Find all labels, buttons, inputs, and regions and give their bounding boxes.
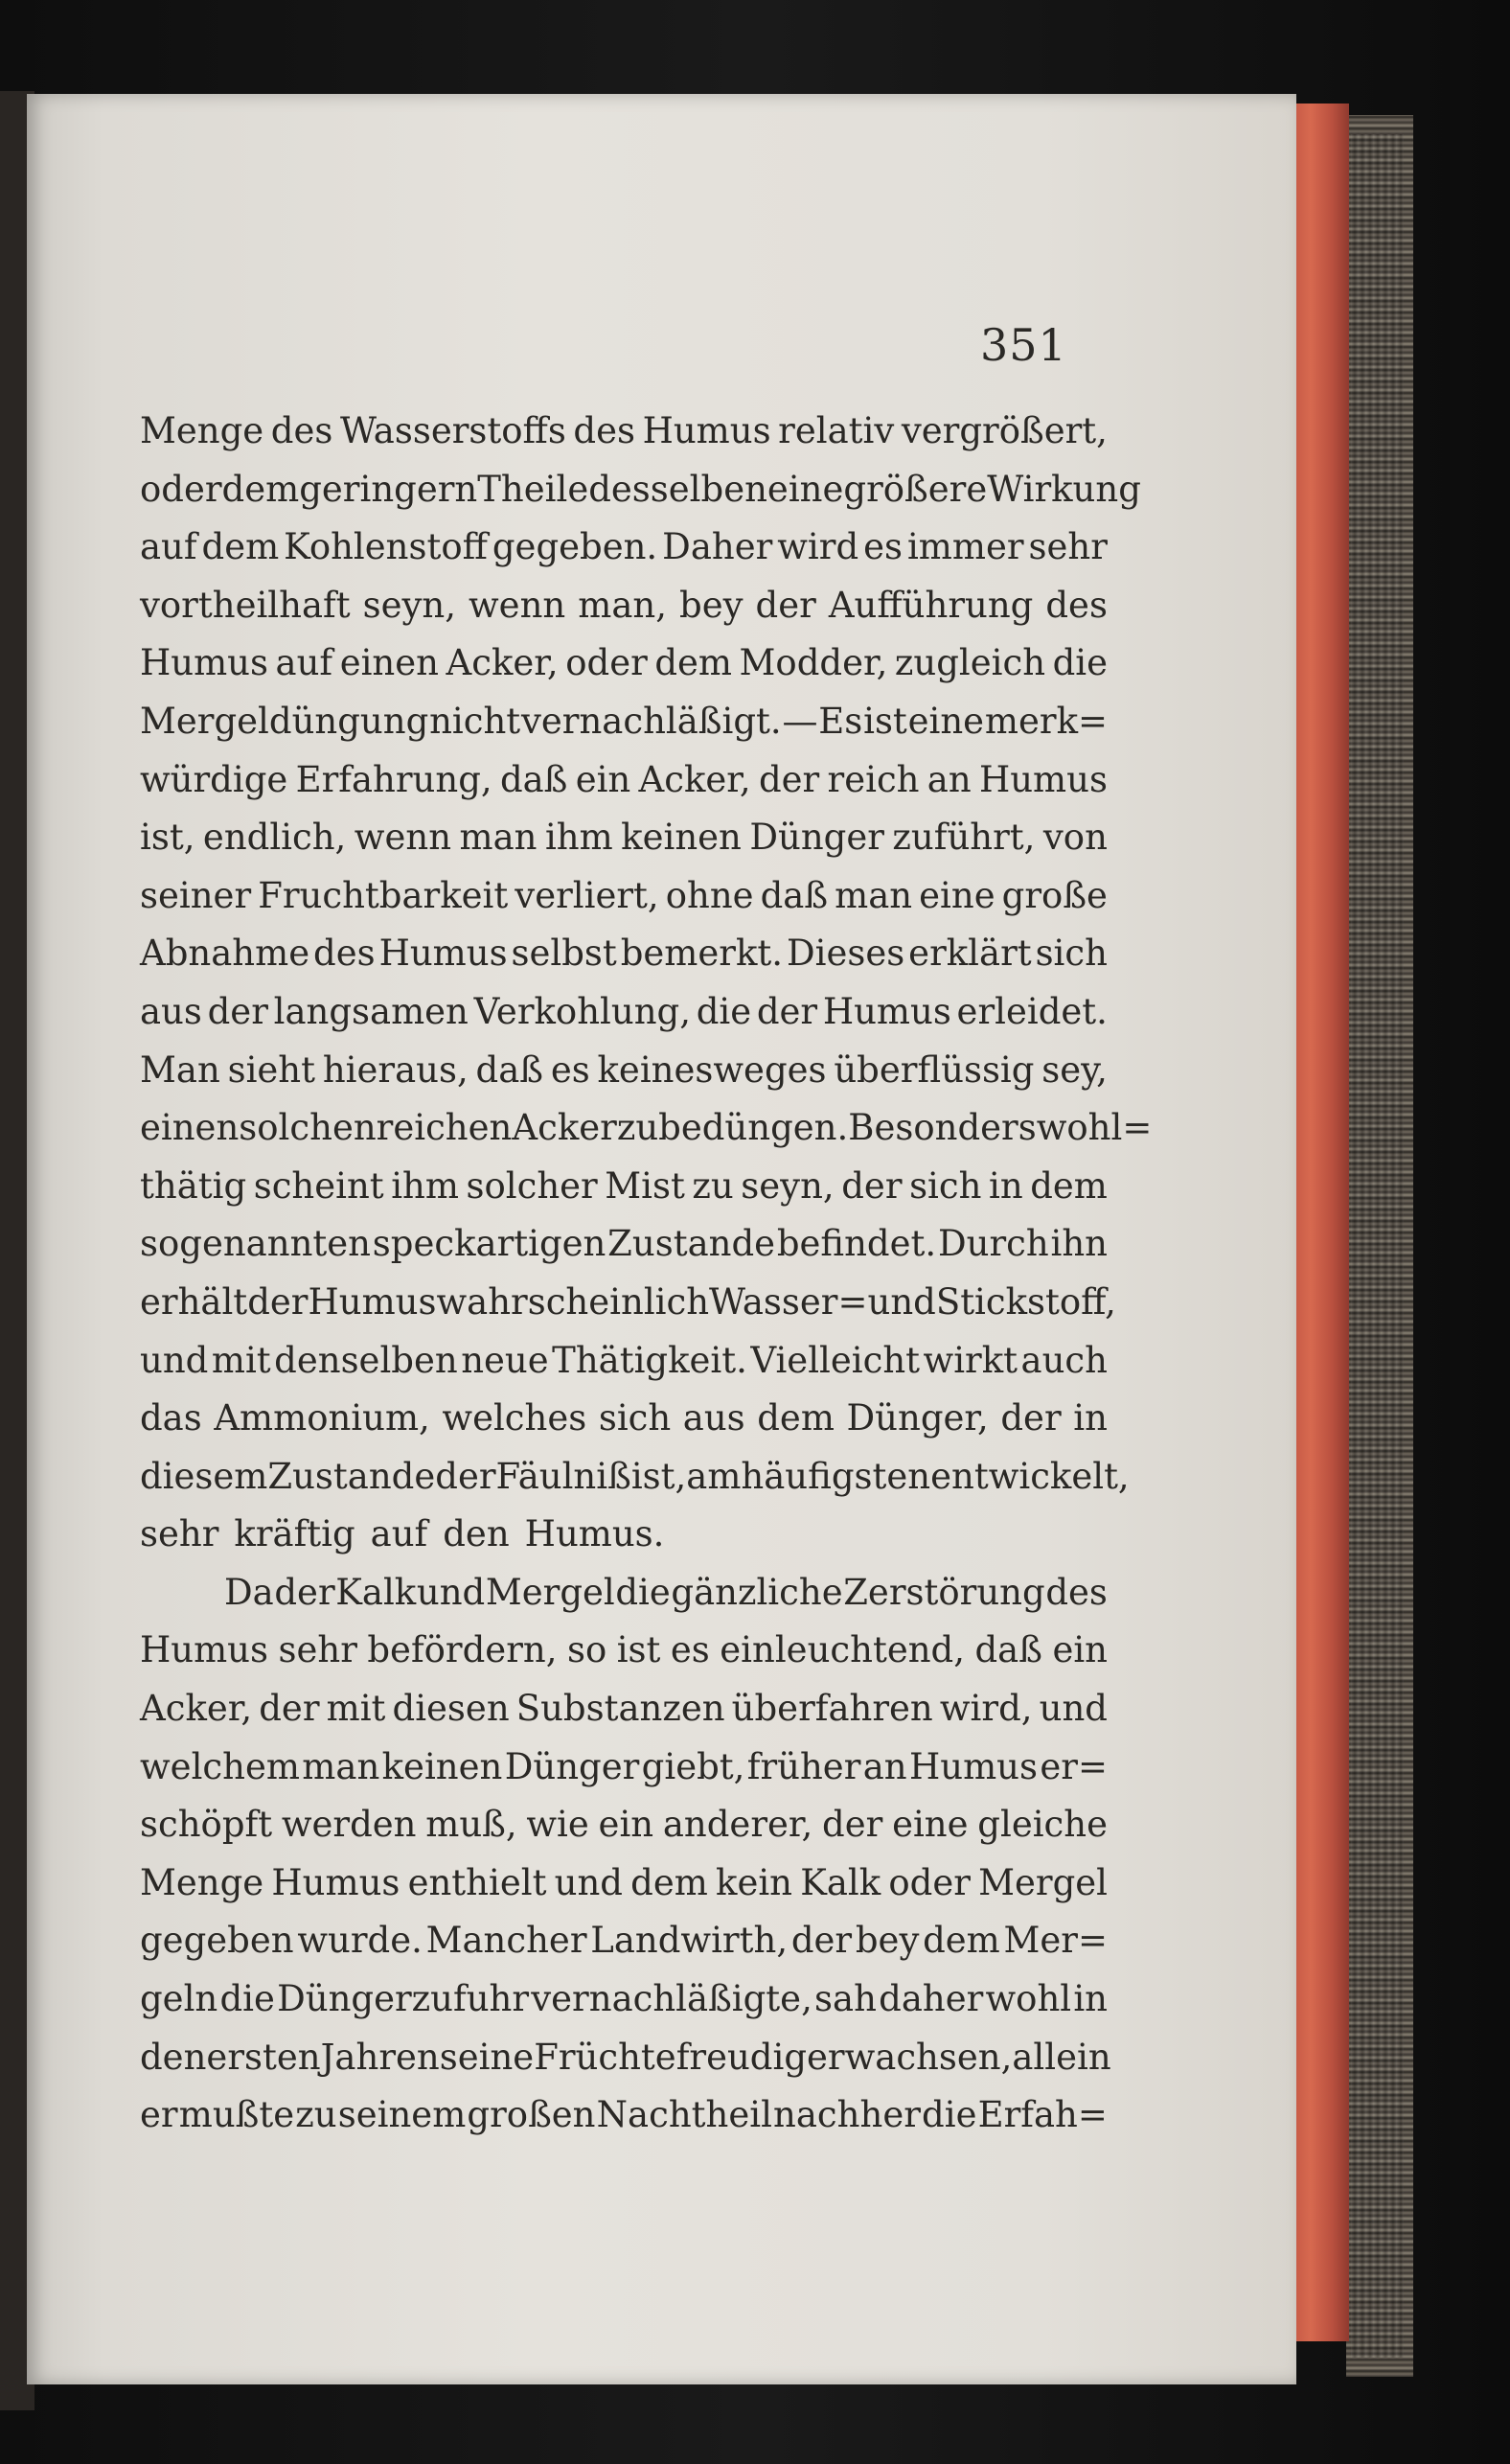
text-line: vortheilhaft seyn, wenn man, bey der Aufführung des (140, 584, 1108, 626)
text-line: Humus sehr befördern, so ist es einleuchtend, daß ein (140, 1629, 1108, 1671)
text-line: er mußte zu seinem großen Nachtheil nachher die Erfah= (140, 2094, 1108, 2136)
text-line: thätig scheint ihm solcher Mist zu seyn, der sich in dem (140, 1164, 1108, 1207)
text-line: gegeben wurde. Mancher Landwirth, der bey dem Mer= (140, 1920, 1108, 1962)
text-line: Da der Kalk und Mergel die gänzliche Zerstörung des (224, 1571, 1108, 1613)
text-line: aus der langsamen Verkohlung, die der Humus erleidet. (140, 990, 1108, 1032)
text-line: sogenannten speckartigen Zustande befindet. Durch ihn (140, 1223, 1108, 1265)
page-number: 351 (980, 319, 1067, 371)
text-line: Humus auf einen Acker, oder dem Modder, zugleich die (140, 642, 1108, 684)
text-line: den ersten Jahren seine Früchte freudiger wachsen, allein (140, 2036, 1111, 2078)
text-line: erhält der Humus wahrscheinlich Wasser= und Stickstoff, (140, 1280, 1116, 1323)
red-page-edge (1293, 104, 1349, 2341)
text-line: würdige Erfahrung, daß ein Acker, der reich an Humus (140, 758, 1108, 800)
text-line: seiner Fruchtbarkeit verliert, ohne daß man eine große (140, 874, 1108, 916)
text-line: diesem Zustande der Fäulniß ist, am häufigsten entwickelt, (140, 1455, 1130, 1497)
text-line: schöpft werden muß, wie ein anderer, der eine gleiche (140, 1804, 1108, 1846)
text-line: ist, endlich, wenn man ihm keinen Dünger zuführt, von (140, 817, 1108, 859)
text-line: das Ammonium, welches sich aus dem Dünger, der in (140, 1397, 1108, 1439)
body-text (140, 403, 1153, 2145)
text-line: Abnahme des Humus selbst bemerkt. Dieses erklärt sich (140, 933, 1108, 975)
text-line: Menge Humus enthielt und dem kein Kalk oder Mergel (140, 1861, 1108, 1903)
page-block-texture (1351, 134, 1404, 2358)
book-page (27, 94, 1296, 2384)
text-line: Mergeldüngung nicht vernachläßigt. — Es ist eine merk= (140, 700, 1108, 742)
text-line: auf dem Kohlenstoff gegeben. Daher wird es immer sehr (140, 526, 1108, 568)
text-line: und mit denselben neue Thätigkeit. Vielleicht wirkt auch (140, 1339, 1108, 1381)
text-line: Acker, der mit diesen Substanzen überfahren wird, und (140, 1688, 1108, 1730)
text-line: oder dem geringern Theile desselben eine größere Wirkung (140, 468, 1141, 510)
text-line: geln die Düngerzufuhr vernachläßigte, sah daher wohl in (140, 1978, 1108, 2020)
text-line: Menge des Wasserstoffs des Humus relativ vergrößert, (140, 410, 1108, 451)
text-line: Man sieht hieraus, daß es keinesweges überflüssig sey, (140, 1048, 1108, 1091)
text-line: welchem man keinen Dünger giebt, früher an Humus er= (140, 1745, 1108, 1787)
text-line: einen solchen reichen Acker zu bedüngen. Besonders wohl= (140, 1107, 1153, 1149)
text-line: sehr kräftig auf den Humus. (140, 1513, 665, 1555)
